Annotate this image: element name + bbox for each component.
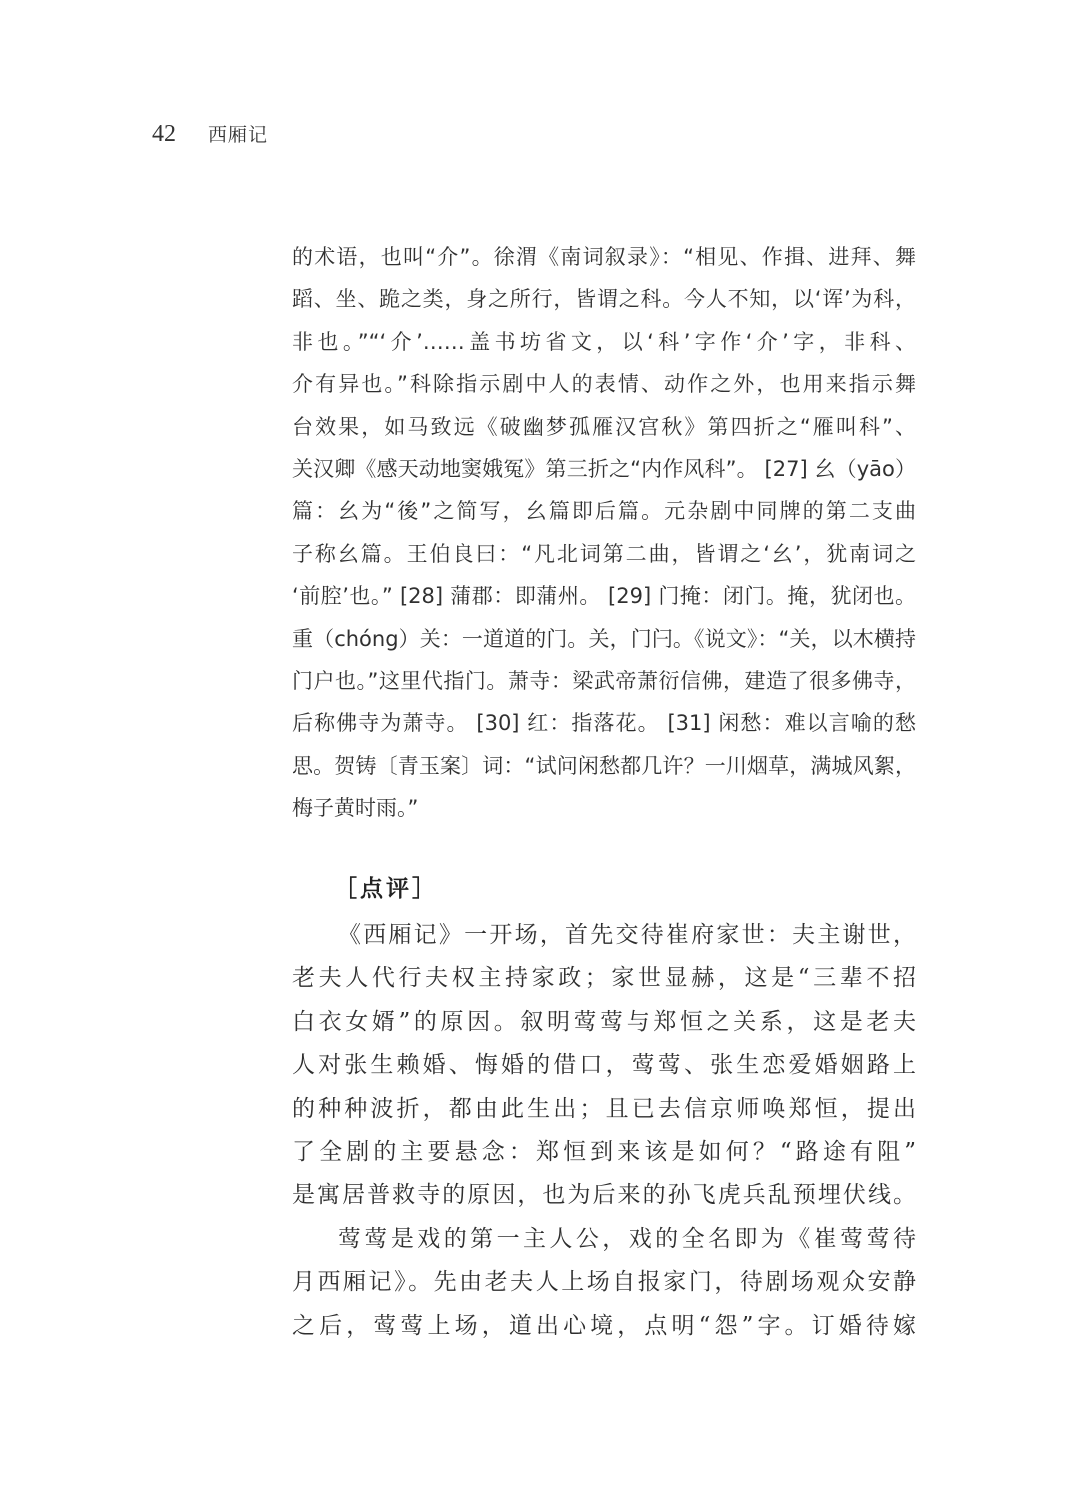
page-number: 42 [152,121,176,147]
commentary-line: 之后，莺莺上场，道出心境，点明“怨”字。订婚待嫁 [292,1312,916,1339]
note-line: 梅子黄时雨。” [292,796,419,821]
commentary-heading: ［点评］ [334,876,438,902]
note-line: 后称佛寺为萧寺。 [30] 红：指落花。 [31] 闲愁：难以言喻的愁 [292,711,916,736]
note-line: 子称幺篇。王伯良曰：“凡北词第二曲，皆谓之‘幺’，犹南词之 [292,541,916,566]
note-line: ‘前腔’也。” [28] 蒲郡：即蒲州。 [29] 门掩：闭门。掩，犹闭也。 [292,584,916,609]
commentary-line: 人对张生赖婚、悔婚的借口，莺莺、张生恋爱婚姻路上 [292,1052,916,1079]
note-line: 篇：幺为“後”之简写，幺篇即后篇。元杂剧中同牌的第二支曲 [292,499,916,524]
note-line: 非也。”“‘介’……盖书坊省文，以‘科’字作‘介’字，非科、 [292,329,916,354]
commentary-line: 《西厢记》一开场，首先交待崔府家世：夫主谢世， [338,922,916,948]
note-line: 的术语，也叫“介”。徐渭《南词叙录》：“相见、作揖、进拜、舞 [292,245,916,269]
commentary-line: 白衣女婿”的原因。叙明莺莺与郑恒之关系，这是老夫 [292,1008,916,1035]
annotation-notes [292,236,916,830]
note-line: 介有异也。”科除指示剧中人的表情、动作之外，也用来指示舞 [292,372,916,397]
book-title: 西厢记 [208,124,269,146]
note-line: 关汉卿《感天动地窦娥冤》第三折之“内作风科”。 [27] 幺（yāo） [292,457,916,482]
note-line: 思。贺铸〔青玉案〕词：“试问闲愁都几许？一川烟草，满城风絮， [292,753,916,778]
commentary-line: 的种种波折，都由此生出；且已去信京师唤郑恒，提出 [292,1095,916,1122]
running-head [152,120,268,160]
commentary-line: 月西厢记》。先由老夫人上场自报家门，待剧场观众安静 [292,1269,916,1296]
note-line: 门户也。”这里代指门。萧寺：梁武帝萧衍信佛，建造了很多佛寺， [292,669,916,694]
commentary-line: 了全剧的主要悬念：郑恒到来该是如何？“路途有阻” [292,1139,916,1166]
commentary-line: 老夫人代行夫权主持家政；家世显赫，这是“三辈不招 [292,965,916,992]
note-line: 重（chóng）关：一道道的门。关，门闩。《说文》：“关，以木横持 [292,626,916,651]
commentary-line: 莺莺是戏的第一主人公，戏的全名即为《崔莺莺待 [338,1225,916,1252]
commentary-line: 是寓居普救寺的原因，也为后来的孙飞虎兵乱预埋伏线。 [292,1182,916,1209]
note-line: 蹈、坐、跪之类，身之所行，皆谓之科。今人不知，以‘诨’为科， [292,287,916,312]
note-line: 台效果，如马致远《破幽梦孤雁汉宫秋》第四折之“雁叫科”、 [292,414,916,439]
commentary-body [292,914,916,1348]
